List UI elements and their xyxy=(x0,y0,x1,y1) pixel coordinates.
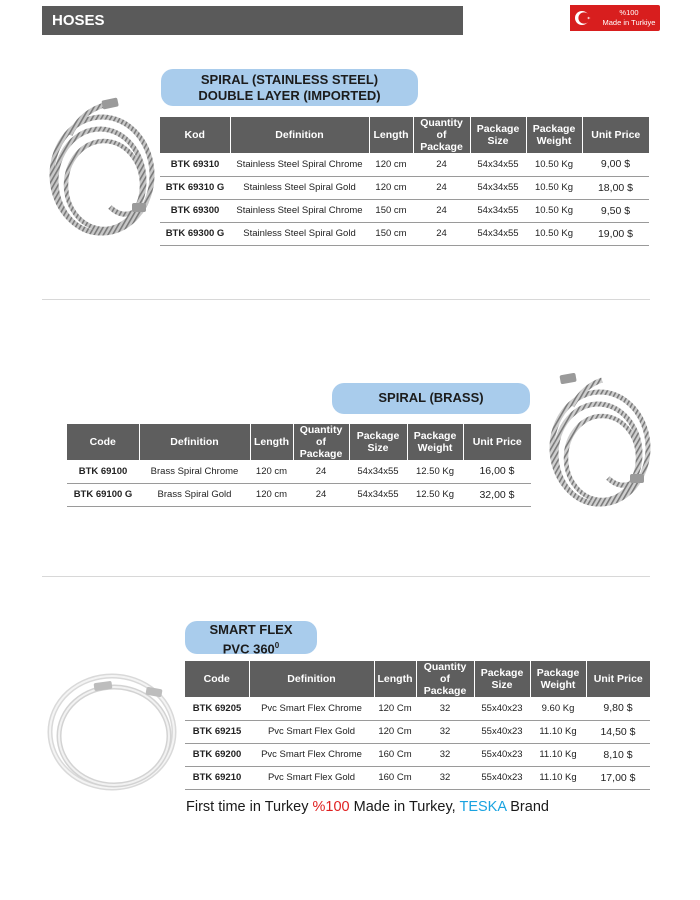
package-weight: 10.50 Kg xyxy=(526,199,582,222)
column-header: Quantity of Package xyxy=(413,117,470,153)
column-header: Package Weight xyxy=(407,424,463,460)
package-size: 54x34x55 xyxy=(470,176,526,199)
package-weight: 9.60 Kg xyxy=(530,697,586,720)
badge-line-2: Made in Turkiye xyxy=(602,18,656,27)
section-title-stainless: SPIRAL (STAINLESS STEEL) DOUBLE LAYER (IMPORTED) xyxy=(161,69,418,106)
package-weight: 11.10 Kg xyxy=(530,743,586,766)
package-size: 55x40x23 xyxy=(474,697,530,720)
product-length: 120 Cm xyxy=(374,697,416,720)
package-weight: 11.10 Kg xyxy=(530,766,586,789)
product-code: BTK 69300 G xyxy=(160,222,230,245)
table-row xyxy=(160,153,649,176)
package-quantity: 32 xyxy=(416,743,474,766)
product-code: BTK 69100 xyxy=(67,460,139,483)
product-definition: Stainless Steel Spiral Gold xyxy=(230,222,369,245)
table-header-row xyxy=(67,424,531,460)
table-row xyxy=(160,222,649,245)
unit-price: 17,00 $ xyxy=(586,766,650,789)
product-code: BTK 69100 G xyxy=(67,483,139,506)
column-header: Package Size xyxy=(349,424,407,460)
product-length: 120 cm xyxy=(369,153,413,176)
product-definition: Stainless Steel Spiral Chrome xyxy=(230,153,369,176)
product-length: 120 cm xyxy=(250,483,293,506)
product-code: BTK 69310 G xyxy=(160,176,230,199)
package-quantity: 24 xyxy=(413,199,470,222)
package-weight: 12.50 Kg xyxy=(407,483,463,506)
section-divider xyxy=(42,299,650,300)
section-title-smart-flex: SMART FLEX PVC $360^0$ xyxy=(185,621,317,654)
unit-price: 9,00 $ xyxy=(582,153,649,176)
package-size: 55x40x23 xyxy=(474,743,530,766)
section-divider xyxy=(42,576,650,577)
package-quantity: 24 xyxy=(293,460,349,483)
package-quantity: 32 xyxy=(416,697,474,720)
made-in-turkiye-badge xyxy=(570,5,660,31)
table-row xyxy=(67,460,531,483)
package-size: 54x34x55 xyxy=(470,199,526,222)
package-size: 54x34x55 xyxy=(349,460,407,483)
column-header: Package Size xyxy=(474,661,530,697)
column-header: Definition xyxy=(230,117,369,153)
package-weight: 10.50 Kg xyxy=(526,222,582,245)
product-code: BTK 69300 xyxy=(160,199,230,222)
product-code: BTK 69205 xyxy=(185,697,249,720)
table-row xyxy=(185,766,650,789)
column-header: Package Weight xyxy=(530,661,586,697)
column-header: Length xyxy=(374,661,416,697)
unit-price: 14,50 $ xyxy=(586,720,650,743)
column-header: Package Size xyxy=(470,117,526,153)
spiral-hose-image xyxy=(40,95,158,245)
product-code: BTK 69200 xyxy=(185,743,249,766)
brand-name: TESKA xyxy=(459,799,507,815)
column-header: Code xyxy=(67,424,139,460)
product-code: BTK 69310 xyxy=(160,153,230,176)
column-header: Quantity of Package xyxy=(293,424,349,460)
unit-price: 32,00 $ xyxy=(463,483,531,506)
product-length: 120 cm xyxy=(250,460,293,483)
table-header-row xyxy=(185,661,650,697)
stainless-price-table xyxy=(160,117,649,246)
brass-hose-image xyxy=(540,370,658,515)
product-definition: Pvc Smart Flex Chrome xyxy=(249,743,374,766)
product-definition: Pvc Smart Flex Gold xyxy=(249,720,374,743)
column-header: Code xyxy=(185,661,249,697)
product-definition: Stainless Steel Spiral Gold xyxy=(230,176,369,199)
section-title-brass: SPIRAL (BRASS) xyxy=(332,383,530,414)
column-header: Length xyxy=(250,424,293,460)
column-header: Unit Price xyxy=(463,424,531,460)
column-header: Quantity of Package xyxy=(416,661,474,697)
badge-line-1: %100 xyxy=(619,8,639,17)
table-row xyxy=(185,697,650,720)
product-definition: Pvc Smart Flex Gold xyxy=(249,766,374,789)
package-quantity: 24 xyxy=(413,222,470,245)
unit-price: 9,50 $ xyxy=(582,199,649,222)
unit-price: 9,80 $ xyxy=(586,697,650,720)
product-definition: Brass Spiral Chrome xyxy=(139,460,250,483)
column-header: Unit Price xyxy=(586,661,650,697)
product-definition: Stainless Steel Spiral Chrome xyxy=(230,199,369,222)
table-header-row xyxy=(160,117,649,153)
unit-price: 18,00 $ xyxy=(582,176,649,199)
package-size: 54x34x55 xyxy=(470,153,526,176)
column-header: Definition xyxy=(139,424,250,460)
column-header: Package Weight xyxy=(526,117,582,153)
package-quantity: 32 xyxy=(416,720,474,743)
column-header: Length xyxy=(369,117,413,153)
table-row xyxy=(67,483,531,506)
package-quantity: 32 xyxy=(416,766,474,789)
unit-price: 16,00 $ xyxy=(463,460,531,483)
package-weight: 11.10 Kg xyxy=(530,720,586,743)
smart-flex-hose-image xyxy=(42,662,184,797)
product-length: 150 cm xyxy=(369,199,413,222)
footer-tagline: First time in Turkey %100 Made in Turkey, TESKA Brand xyxy=(186,799,549,815)
package-size: 55x40x23 xyxy=(474,720,530,743)
column-header: Kod xyxy=(160,117,230,153)
turkish-flag-icon xyxy=(570,5,598,31)
package-quantity: 24 xyxy=(293,483,349,506)
smart-flex-price-table xyxy=(185,661,650,790)
package-size: 55x40x23 xyxy=(474,766,530,789)
package-quantity: 24 xyxy=(413,176,470,199)
product-length: 120 Cm xyxy=(374,720,416,743)
column-header: Definition xyxy=(249,661,374,697)
header-bar xyxy=(42,6,463,35)
package-weight: 12.50 Kg xyxy=(407,460,463,483)
product-code: BTK 69215 xyxy=(185,720,249,743)
package-size: 54x34x55 xyxy=(470,222,526,245)
product-definition: Brass Spiral Gold xyxy=(139,483,250,506)
table-row xyxy=(160,176,649,199)
brass-price-table xyxy=(67,424,531,507)
product-length: 160 Cm xyxy=(374,766,416,789)
table-row xyxy=(185,743,650,766)
table-row xyxy=(160,199,649,222)
product-length: 150 cm xyxy=(369,222,413,245)
unit-price: 19,00 $ xyxy=(582,222,649,245)
package-quantity: 24 xyxy=(413,153,470,176)
product-definition: Pvc Smart Flex Chrome xyxy=(249,697,374,720)
product-length: 120 cm xyxy=(369,176,413,199)
column-header: Unit Price xyxy=(582,117,649,153)
product-code: BTK 69210 xyxy=(185,766,249,789)
package-weight: 10.50 Kg xyxy=(526,153,582,176)
product-length: 160 Cm xyxy=(374,743,416,766)
package-size: 54x34x55 xyxy=(349,483,407,506)
unit-price: 8,10 $ xyxy=(586,743,650,766)
percent-highlight: %100 xyxy=(312,799,350,815)
page-title: HOSES xyxy=(52,12,105,29)
table-row xyxy=(185,720,650,743)
package-weight: 10.50 Kg xyxy=(526,176,582,199)
